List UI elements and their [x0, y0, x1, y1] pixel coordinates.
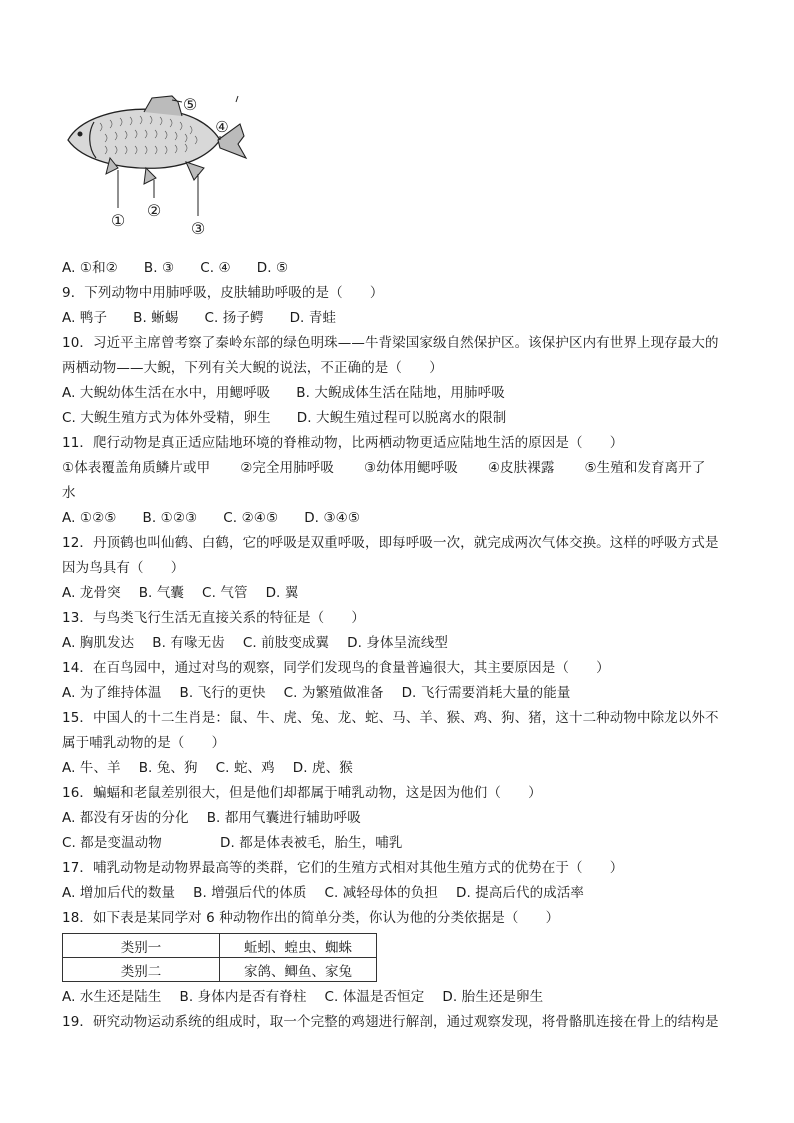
q15-option-a[interactable]: A. 牛、羊	[62, 760, 121, 776]
q10-options-ab	[62, 381, 742, 406]
q13-option-c[interactable]: C. 前肢变成翼	[242, 635, 330, 651]
q12-option-a[interactable]: A. 龙骨突	[62, 585, 121, 601]
q9-option-d[interactable]: D. 青蛙	[289, 310, 337, 326]
q11-options	[62, 506, 742, 531]
q18-options	[62, 985, 742, 1010]
table-cell-category: 类别二	[63, 958, 220, 982]
q11-option-d[interactable]: D. ③④⑤	[304, 510, 361, 526]
q14-option-b[interactable]: B. 飞行的更快	[179, 685, 266, 701]
q13-option-a[interactable]: A. 胸肌发达	[62, 635, 135, 651]
label-5: ⑤	[182, 95, 198, 114]
q19-stem: 19．研究动物运动系统的组成时，取一个完整的鸡翅进行解剖，通过观察发现，将骨骼肌连接在骨上的结构是	[62, 1014, 719, 1030]
label-3: ③	[190, 219, 206, 238]
table-cell-animals: 蚯蚓、蝗虫、蜘蛛	[220, 934, 377, 958]
q18-classification-table	[62, 933, 377, 982]
q17-option-b[interactable]: B. 增强后代的体质	[193, 885, 307, 901]
q10-option-c[interactable]: C. 大鲵生殖方式为体外受精，卵生	[62, 410, 271, 426]
q15-option-b[interactable]: B. 兔、狗	[138, 760, 198, 776]
q8-option-d[interactable]: D. ⑤	[256, 260, 289, 276]
q17-option-d[interactable]: D. 提高后代的成活率	[455, 885, 585, 901]
q11-item-5: ⑤生殖和发育离开了	[584, 460, 706, 476]
q16-stem: 16．蝙蝠和老鼠差别很大，但是他们却都属于哺乳动物，这是因为他们（ ）	[62, 785, 542, 801]
table-row	[63, 958, 377, 982]
q18-option-a[interactable]: A. 水生还是陆生	[62, 989, 162, 1005]
q9-option-a[interactable]: A. 鸭子	[62, 310, 108, 326]
q14-option-d[interactable]: D. 飞行需要消耗大量的能量	[401, 685, 571, 701]
question-list	[62, 256, 742, 1035]
q11-stem: 11．爬行动物是真正适应陆地环境的脊椎动物，比两栖动物更适应陆地生活的原因是（ ）	[62, 435, 624, 451]
q12-stem-2: 因为鸟具有（ ）	[62, 560, 185, 576]
q14-stem: 14．在百鸟园中，通过对鸟的观察，同学们发现鸟的食量普遍很大，其主要原因是（ ）	[62, 660, 610, 676]
q15-option-d[interactable]: D. 虎、猴	[292, 760, 353, 776]
q17-stem: 17．哺乳动物是动物界最高等的类群，它们的生殖方式相对其他生殖方式的优势在于（ ）	[62, 860, 624, 876]
q13-option-b[interactable]: B. 有喙无齿	[152, 635, 225, 651]
q14-option-c[interactable]: C. 为繁殖做准备	[283, 685, 384, 701]
q18-option-b[interactable]: B. 身体内是否有脊柱	[179, 989, 307, 1005]
q12-option-c[interactable]: C. 气管	[202, 585, 248, 601]
q14-options	[62, 681, 742, 706]
q10-stem-2: 两栖动物——大鲵，下列有关大鲵的说法，不正确的是（ ）	[62, 360, 443, 376]
q16-options-ab	[62, 806, 742, 831]
q12-options	[62, 581, 742, 606]
q10-option-b[interactable]: B. 大鲵成体生活在陆地，用肺呼吸	[296, 385, 505, 401]
fish-figure	[60, 88, 260, 248]
q17-option-c[interactable]: C. 减轻母体的负担	[324, 885, 438, 901]
q8-option-b[interactable]: B. ③	[143, 260, 175, 276]
q17-options	[62, 881, 742, 906]
q13-option-d[interactable]: D. 身体呈流线型	[347, 635, 449, 651]
fish-illustration	[60, 88, 260, 248]
q11-items-cont: 水	[62, 485, 76, 501]
label-4: ④	[215, 118, 229, 136]
q11-items	[62, 456, 742, 481]
q15-stem-2: 属于哺乳动物的是（ ）	[62, 735, 226, 751]
q12-stem-1: 12．丹顶鹤也叫仙鹤、白鹤，它的呼吸是双重呼吸，即每呼吸一次，就完成两次气体交换。这样的呼吸方式是	[62, 535, 719, 551]
q11-option-c[interactable]: C. ②④⑤	[223, 510, 279, 526]
q8-options	[62, 256, 742, 281]
label-1: ①	[110, 211, 126, 230]
q9-options	[62, 306, 742, 331]
q16-option-c[interactable]: C. 都是变温动物	[62, 835, 162, 851]
q10-option-d[interactable]: D. 大鲵生殖过程可以脱离水的限制	[296, 410, 507, 426]
q15-option-c[interactable]: C. 蛇、鸡	[215, 760, 275, 776]
table-cell-category: 类别一	[63, 934, 220, 958]
q12-option-b[interactable]: B. 气囊	[138, 585, 185, 601]
q11-item-2: ②完全用肺呼吸	[240, 460, 335, 476]
q16-options-cd	[62, 831, 742, 856]
q16-option-d[interactable]: D. 都是体表被毛，胎生，哺乳	[220, 835, 403, 851]
q8-option-c[interactable]: C. ④	[200, 260, 231, 276]
q15-stem-1: 15．中国人的十二生肖是：鼠、牛、虎、兔、龙、蛇、马、羊、猴、鸡、狗、猪，这十二种动物中除龙以外不	[62, 710, 719, 726]
q11-item-3: ③幼体用鳃呼吸	[364, 460, 458, 476]
q17-option-a[interactable]: A. 增加后代的数量	[62, 885, 176, 901]
q10-stem-1: 10．习近平主席曾考察了秦岭东部的绿色明珠——牛背梁国家级自然保护区。该保护区内有世界上现存最大的	[62, 335, 719, 351]
table-row	[63, 934, 377, 958]
q9-option-b[interactable]: B. 蜥蜴	[133, 310, 179, 326]
q11-item-4: ④皮肤裸露	[487, 460, 555, 476]
q18-stem: 18．如下表是某同学对 6 种动物作出的简单分类，你认为他的分类依据是（ ）	[62, 910, 560, 926]
q18-option-c[interactable]: C. 体温是否恒定	[324, 989, 425, 1005]
label-2: ②	[146, 201, 162, 220]
q12-option-d[interactable]: D. 翼	[265, 585, 299, 601]
q13-options	[62, 631, 742, 656]
q15-options	[62, 756, 742, 781]
q9-stem: 9．下列动物中用肺呼吸，皮肤辅助呼吸的是（ ）	[62, 285, 384, 301]
q11-option-b[interactable]: B. ①②③	[142, 510, 198, 526]
q8-option-a[interactable]: A. ①和②	[62, 260, 118, 276]
q18-option-d[interactable]: D. 胎生还是卵生	[442, 989, 544, 1005]
q10-option-a[interactable]: A. 大鲵幼体生活在水中，用鳃呼吸	[62, 385, 271, 401]
q11-option-a[interactable]: A. ①②⑤	[62, 510, 117, 526]
q16-option-a[interactable]: A. 都没有牙齿的分化	[62, 810, 189, 826]
q13-stem: 13．与鸟类飞行生活无直接关系的特征是（ ）	[62, 610, 365, 626]
q10-options-cd	[62, 406, 742, 431]
table-cell-animals: 家鸽、鲫鱼、家兔	[220, 958, 377, 982]
q16-option-b[interactable]: B. 都用气囊进行辅助呼吸	[206, 810, 361, 826]
q14-option-a[interactable]: A. 为了维持体温	[62, 685, 162, 701]
q9-option-c[interactable]: C. 扬子鳄	[204, 310, 264, 326]
q11-item-1: ①体表覆盖角质鳞片或甲	[62, 460, 211, 476]
